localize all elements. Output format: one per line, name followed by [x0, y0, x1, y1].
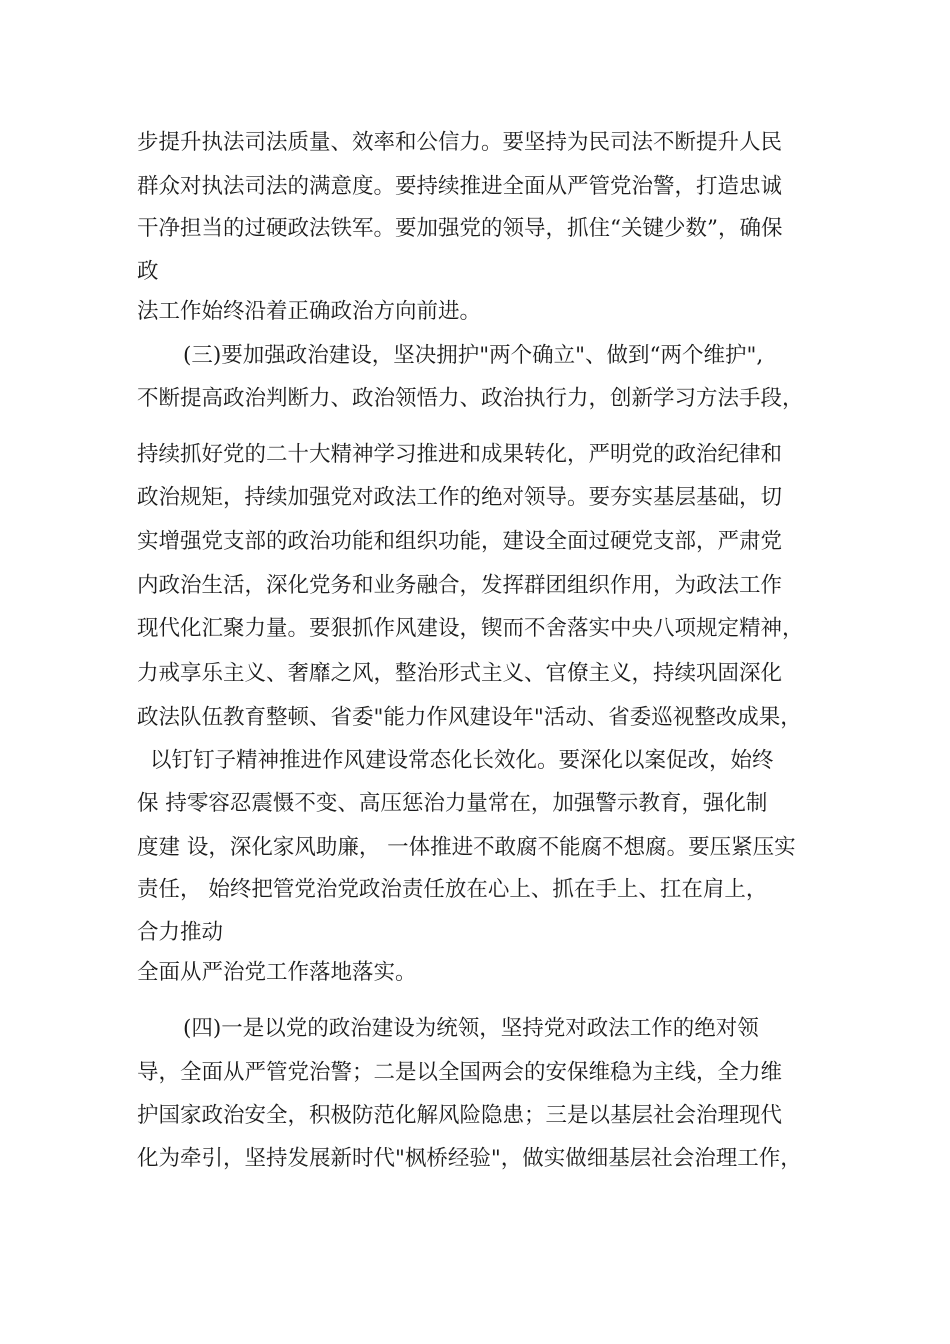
text-line: 导，全面从严管党治警；二是以全国两会的安保维稳为主线，全力维 — [137, 1060, 783, 1085]
text-line: 以钉钉子精神推进作风建设常态化长效化。要深化以案促改，始终 — [150, 748, 774, 773]
text-line: 全面从严治党工作落地落实。 — [137, 960, 417, 985]
text-line: 步提升执法司法质量、效率和公信力。要坚持为民司法不断提升人民 — [137, 130, 783, 155]
text-line: 政 — [137, 259, 159, 284]
text-line: 不断提高政治判断力、政治领悟力、政治执行力，创新学习方法手段， — [137, 386, 804, 411]
text-line: 化为牵引，坚持发展新时代"枫桥经验"，做实做细基层社会治理工作， — [137, 1146, 802, 1171]
text-line: 度建 设，深化家风助廉， 一体推进不敢腐不能腐不想腐。要压紧压实 — [137, 835, 796, 860]
text-line: 干净担当的过硬政法铁军。要加强党的领导，抓住“关键少数”，确保 — [137, 216, 783, 241]
text-line: 政治规矩，持续加强党对政法工作的绝对领导。要夯实基层基础，切 — [137, 485, 783, 510]
text-line: 责任， 始终把管党治党政治责任放在心上、抓在手上、扛在肩上， — [137, 877, 768, 902]
text-line: 实增强党支部的政治功能和组织功能，建设全面过硬党支部，严肃党 — [137, 529, 783, 554]
text-line: 法工作始终沿着正确政治方向前进。 — [137, 299, 482, 324]
text-line: 现代化汇聚力量。要狠抓作风建设，锲而不舍落实中央八项规定精神， — [137, 616, 804, 641]
text-line: 内政治生活，深化党务和业务融合，发挥群团组织作用，为政法工作 — [137, 573, 783, 598]
text-line: 力戒享乐主义、奢靡之风，整治形式主义、官僚主义，持续巩固深化 — [137, 661, 783, 686]
text-line: (三)要加强政治建设，坚决拥护"两个确立"、做到“两个维护", — [183, 343, 764, 368]
text-line: 保 持零容忍震慑不变、高压惩治力量常在，加强警示教育，强化制 — [137, 791, 768, 816]
text-line: 政法队伍教育整顿、省委"能力作风建设年"活动、省委巡视整改成果， — [137, 705, 802, 730]
text-line: 护国家政治安全，积极防范化解风险隐患；三是以基层社会治理现代 — [137, 1103, 783, 1128]
text-line: 群众对执法司法的满意度。要持续推进全面从严管党治警，打造忠诚 — [137, 174, 783, 199]
text-line: (四)一是以党的政治建设为统领，坚持党对政法工作的绝对领 — [183, 1016, 759, 1041]
text-line: 持续抓好党的二十大精神学习推进和成果转化，严明党的政治纪律和 — [137, 442, 783, 467]
text-line: 合力推动 — [137, 920, 224, 945]
